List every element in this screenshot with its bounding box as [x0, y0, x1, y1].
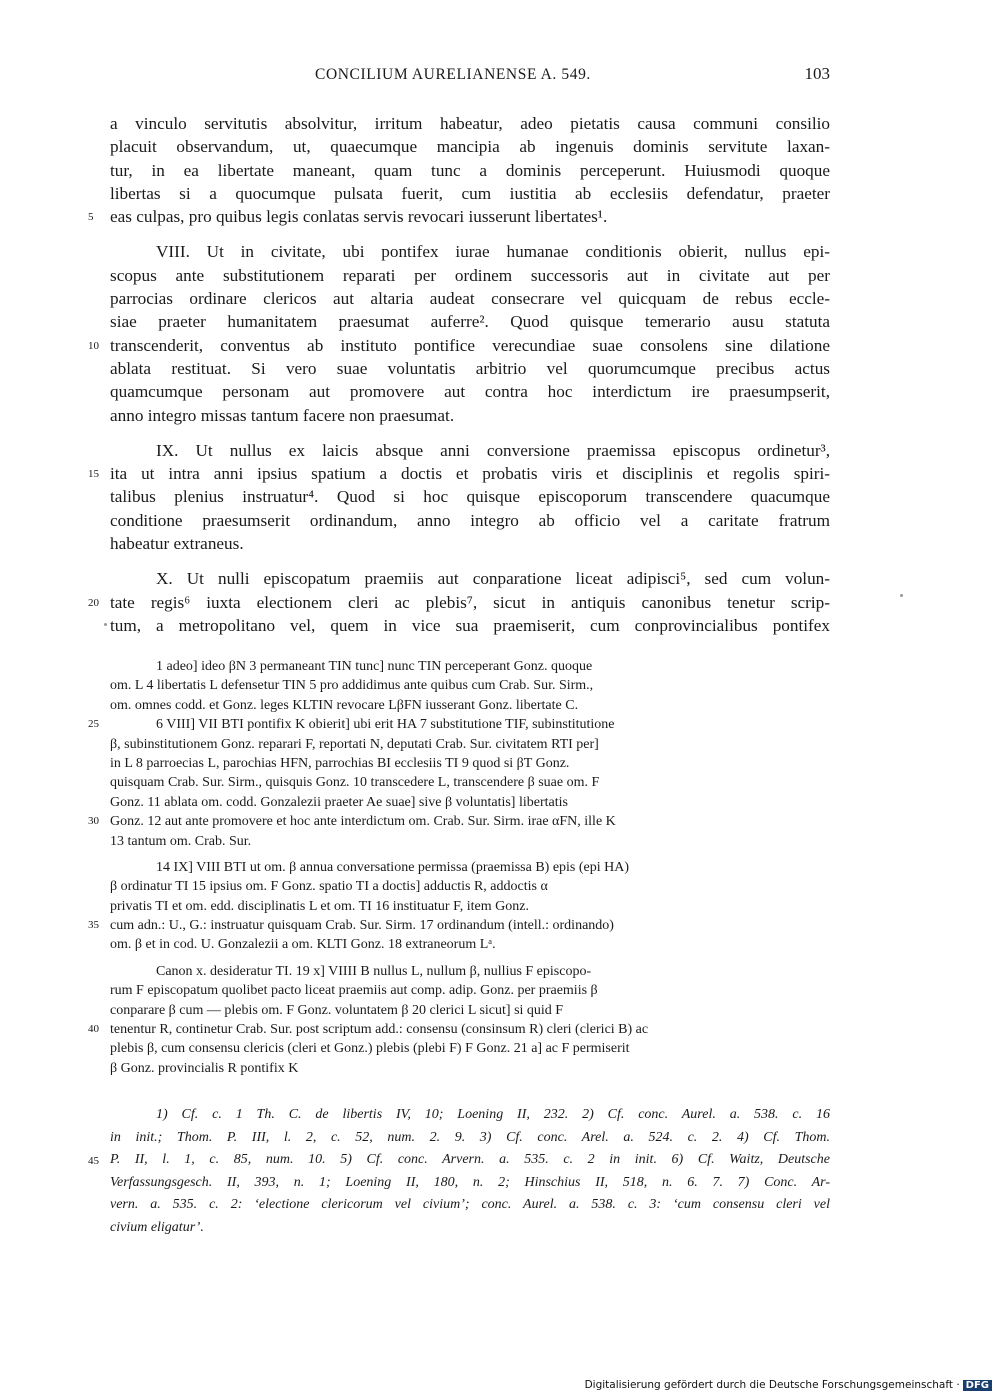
text-line: quamcumque personam aut promovere aut contra hoc interdictum ire praesumpserit, — [110, 382, 830, 402]
apparatus-line: β, subinstitutionem Gonz. reparari F, reportati N, deputati Crab. Sur. civitatem RTI per] — [110, 736, 599, 752]
text-line: 15 ita ut intra anni ipsius spatium a doctis et probatis viris et disciplinis et regolis spiri- — [110, 462, 830, 485]
canon-viii: VIII. Ut in civitate, ubi pontifex iurae humanae conditionis obierit, nullus epi- — [156, 242, 830, 262]
apparatus-line: 40 tenentur R, continetur Crab. Sur. post scriptum add.: consensu (consinsum R) cleri (clerici B) ac — [110, 1020, 830, 1039]
apparatus-line: Canon x. desideratur TI. 19 x] VIIII B nullus L, nullum β, nullius F episcopo- — [156, 963, 592, 979]
apparatus-line: 13 tantum om. Crab. Sur. — [110, 833, 252, 849]
apparatus-line: om. omnes codd. et Gonz. leges KLTIN revocare LβFN iusserant Gonz. libertate C. — [110, 697, 579, 713]
text-line: placuit observandum, ut, quaecumque mancipia ab ingenuis dominis servitute laxan- — [110, 137, 830, 157]
apparatus-line: in L 8 parroecias L, parochias HFN, parrochias BI ecclesiis TI 9 quod si βT Gonz. — [110, 755, 570, 771]
line-number: 10 — [88, 339, 99, 352]
text-line: a vinculo servitutis absolvitur, irritum habeatur, adeo pietatis causa communi consilio — [110, 114, 830, 133]
apparatus-line: β Gonz. provincialis R pontifix K — [110, 1060, 299, 1076]
text-line: libertas si a quocumque pulsata fuerit, cum iustitia ab ecclesiis defendatur, praeter — [110, 183, 830, 203]
line-number: 25 — [88, 718, 99, 731]
footnote-line: 1) Cf. c. 1 Th. C. de libertis IV, 10; Loening II, 232. 2) Cf. conc. Aurel. a. 538. c. 16 — [156, 1107, 830, 1122]
text-line: 10 transcenderit, conventus ab instituto pontifice verecundiae suae consolens sine dilatione — [110, 334, 830, 357]
digitization-credit — [585, 1379, 992, 1391]
line-number: 45 — [88, 1155, 99, 1167]
apparatus-line: conparare β cum — plebis om. F Gonz. voluntatem β 20 clerici L sicut] si quid F — [110, 1002, 564, 1018]
critical-apparatus — [88, 657, 830, 1078]
running-header — [110, 66, 830, 90]
text-line: 5 eas culpas, pro quibus legis conlatas servis revocari iusserunt libertates¹. — [110, 205, 830, 228]
apparatus-line: privatis TI et om. edd. disciplinatis L et om. TI 16 instituatur F, item Gonz. — [110, 898, 529, 914]
apparatus-line: rum F episcopatum quolibet pacto liceat praemiis aut comp. adip. Gonz. per praemiis β — [110, 983, 598, 999]
line-number: 35 — [88, 919, 99, 932]
apparatus-line: 35 cum adn.: U., G.: instruatur quisquam Crab. Sur. Sirm. 17 ordinandum (intell.: ordinando) — [110, 916, 830, 935]
footnote-line: civium eligatur’. — [110, 1219, 204, 1235]
text-line: scopus ante substitutionem reparati per ordinem successoris aut in civitate aut per — [110, 265, 830, 285]
text-line: 20 tate regis⁶ iuxta electionem cleri ac plebis⁷, sicut in antiquis canonibus tenetur scrip- — [110, 591, 830, 614]
footnote-line: vern. a. 535. c. 2: ‘electione clericorum vel civium’; conc. Aurel. a. 538. c. 3: ‘cum consensu cleri vel — [110, 1197, 830, 1212]
text-line: habeatur extraneus. — [110, 534, 244, 554]
line-number: 30 — [88, 815, 99, 828]
footnote-line: in init.; Thom. P. III, l. 2, c. 52, num. 2. 9. 3) Cf. conc. Arel. a. 524. c. 2. 4) Cf. Thom. — [110, 1129, 830, 1145]
line-number: 15 — [88, 468, 99, 481]
apparatus-line: quisquam Crab. Sur. Sirm., quisquis Gonz. 10 transcedere L, transcendere β suae om. F — [110, 775, 600, 791]
text-line: conditione praesumserit ordinandum, anno integro ab officio vel a caritate fratrum — [110, 510, 830, 530]
canon-ix: IX. Ut nullus ex laicis absque anni conversione praemissa episcopus ordinetur³, — [156, 440, 830, 460]
running-title: CONCILIUM AURELIANENSE A. 549. — [315, 66, 591, 83]
text-line: tum, a metropolitano vel, quem in vice sua praemiserit, cum conprovincialibus pontifex — [110, 615, 830, 635]
page-number: 103 — [804, 64, 830, 83]
apparatus-line: 25 6 VIII] VII BTI pontifix K obierit] ubi erit HA 7 substitutione TIF, subinstitutione — [110, 715, 830, 734]
apparatus-line: Gonz. 11 ablata om. codd. Gonzalezii praeter Ae suae] sive β voluntatis] libertatis — [110, 794, 568, 810]
text-line: parrocias ordinare clericos aut altaria audeat consecrare vel quicquam de rebus eccle- — [110, 289, 830, 309]
text-line: anno integro missas tantum facere non praesumat. — [110, 405, 455, 425]
canon-x: X. Ut nulli episcopatum praemiis aut conparatione liceat adipisci⁵, sed cum volun- — [156, 569, 830, 589]
footnotes — [88, 1104, 830, 1239]
line-number: 40 — [88, 1023, 99, 1036]
apparatus-line: om. β et in cod. U. Gonzalezii a om. KLTI Gonz. 18 extraneorum Lᵃ. — [110, 937, 496, 953]
text-line: tur, in ea libertate maneant, quam tunc a dominis perceperunt. Huiusmodi quoque — [110, 160, 830, 180]
text-line: talibus plenius instruatur⁴. Quod si hoc quisque episcoporum transcendere quacumque — [110, 487, 830, 507]
line-number: 5 — [88, 211, 94, 224]
text-line: ablata restituat. Si vero suae voluntatis arbitrio vel quorumcumque precibus actus — [110, 358, 830, 378]
text-line: siae praeter humanitatem praesumat auferre². Quod quisque temerario ausu statuta — [110, 312, 830, 332]
footnote-line: 45 P. II, l. 1, c. 85, num. 10. 5) Cf. conc. Arvern. a. 535. c. 2 in init. 6) Cf. Waitz, Deutsche — [110, 1149, 830, 1172]
main-text — [88, 112, 830, 637]
line-number: 20 — [88, 596, 99, 609]
apparatus-line: om. L 4 libertatis L defensetur TIN 5 pro addidimus ante quibus cum Crab. Sur. Sirm., — [110, 678, 594, 694]
dfg-logo: DFG — [963, 1380, 992, 1391]
apparatus-line: plebis β, cum consensu clericis (cleri et Gonz.) plebis (plebi F) F Gonz. 21 a] ac F permiserit — [110, 1041, 630, 1057]
footnote-line: Verfassungsgesch. II, 393, n. 1; Loening II, 180, n. 2; Hinschius II, 518, n. 6. 7. 7) Conc. Ar- — [110, 1174, 830, 1190]
apparatus-line: 1 adeo] ideo βN 3 permaneant TIN tunc] nunc TIN perceperant Gonz. quoque — [156, 659, 593, 674]
apparatus-line: 30 Gonz. 12 aut ante promovere et hoc ante interdictum om. Crab. Sur. Sirm. irae αFN, ille K — [110, 812, 830, 831]
credit-text: Digitalisierung gefördert durch die Deutsche Forschungsgemeinschaft · — [584, 1379, 960, 1391]
apparatus-line: 14 IX] VIII BTI ut om. β annua conversatione permissa (praemissa B) epis (epi HA) — [156, 859, 630, 875]
apparatus-line: β ordinatur TI 15 ipsius om. F Gonz. spatio TI a doctis] adductis R, addoctis α — [110, 879, 548, 895]
